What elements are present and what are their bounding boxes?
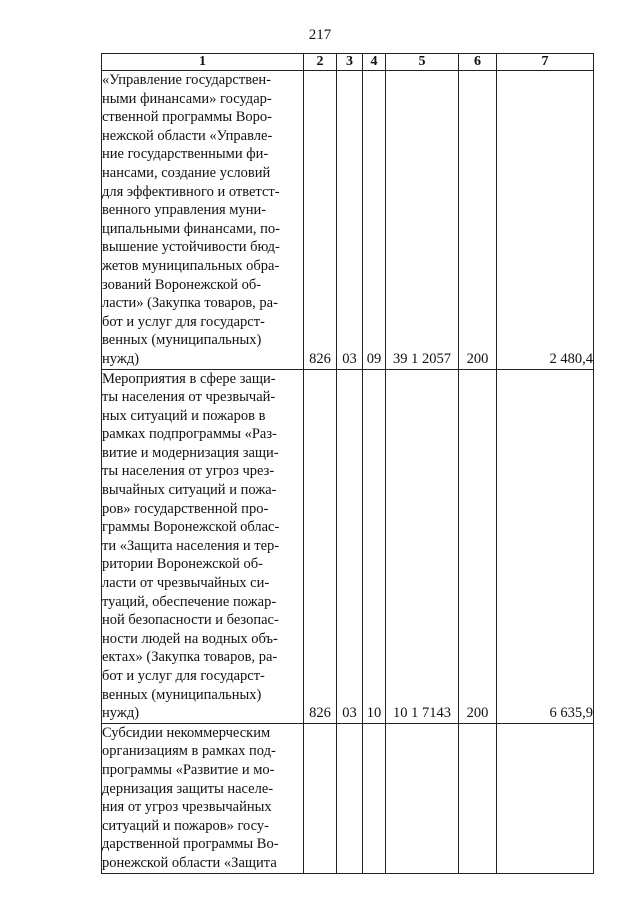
amount — [497, 723, 594, 873]
target-article-code — [386, 723, 459, 873]
section-code — [337, 723, 363, 873]
column-header-3: 3 — [337, 54, 363, 71]
subsection-code: 10 — [363, 369, 386, 723]
target-article-code: 10 1 7143 — [386, 369, 459, 723]
column-header-6: 6 — [459, 54, 497, 71]
ministry-code: 826 — [304, 369, 337, 723]
amount: 6 635,9 — [497, 369, 594, 723]
target-article-code: 39 1 2057 — [386, 71, 459, 370]
table-row — [102, 723, 594, 873]
column-header-2: 2 — [304, 54, 337, 71]
table-row — [102, 369, 594, 723]
column-header-4: 4 — [363, 54, 386, 71]
row-description: Субсидии некоммерческим организациям в рамках под- программы «Развитие и мо- дернизация защиты населе- ния от угроз чрезвычайных ситуаций и пожаров» госу- дарственной программы Во- ронежской области «Защита — [102, 723, 304, 873]
ministry-code: 826 — [304, 71, 337, 370]
column-header-5: 5 — [386, 54, 459, 71]
budget-table — [101, 53, 594, 874]
row-description: «Управление государствен- ными финансами» государ- ственной программы Воро- нежской области «Управле- ние государственными фи- нансами, создание условий для эффективного и ответст- венного управления муни- ципальными финансами, по- вышение устойчивости бюд- жетов муниципальных обра- зований Воронежской об- ласти» (Закупка товаров, ра- бот и услуг для государст- венных (муниципальных) нужд) — [102, 71, 304, 370]
amount: 2 480,4 — [497, 71, 594, 370]
expense-type-code: 200 — [459, 369, 497, 723]
subsection-code — [363, 723, 386, 873]
expense-type-code: 200 — [459, 71, 497, 370]
column-header-7: 7 — [497, 54, 594, 71]
page-number: 217 — [308, 27, 332, 43]
ministry-code — [304, 723, 337, 873]
table-row — [102, 71, 594, 370]
table-header-row — [102, 54, 594, 71]
section-code: 03 — [337, 369, 363, 723]
column-header-1: 1 — [102, 54, 304, 71]
row-description: Мероприятия в сфере защи- ты населения от чрезвычай- ных ситуаций и пожаров в рамках подпрограммы «Раз- витие и модернизация защи- ты населения от угроз чрез- вычайных ситуаций и пожа- ров» государственной про- граммы Воронежской облас- ти «Защита населения и тер- ритории Воронежской об- ласти от чрезвычайных си- туаций, обеспечение пожар- ной безопасности и безопас- ности людей на водных объ- ектах» (Закупка товаров, ра- бот и услуг для государст- венных (муниципальных) нужд) — [102, 369, 304, 723]
subsection-code: 09 — [363, 71, 386, 370]
expense-type-code — [459, 723, 497, 873]
section-code: 03 — [337, 71, 363, 370]
